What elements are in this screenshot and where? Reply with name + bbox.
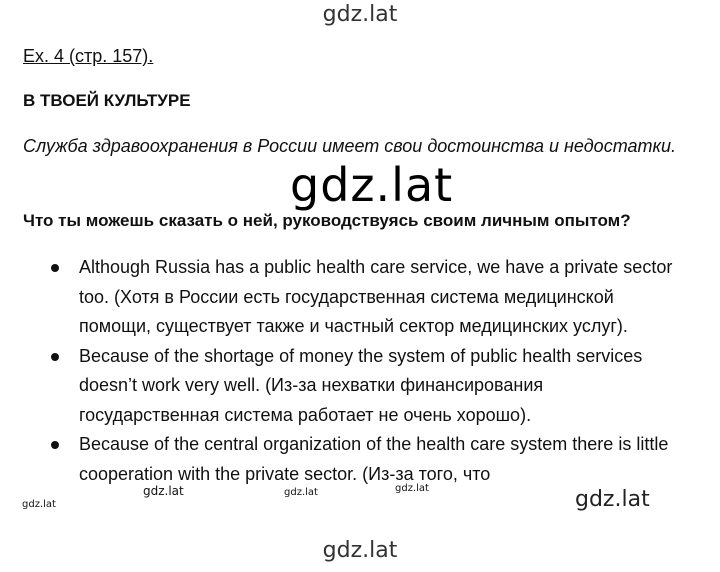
bullet-icon: [51, 353, 59, 361]
list-item-text: Because of the central organization of the health care system there is little cooperation with the private sector. (Из-за того, что: [79, 434, 669, 484]
intro-text: Служба здравоохранения в России имеет свои достоинства и недостатки.: [23, 136, 677, 156]
watermark-bottom: gdz.lat: [322, 538, 398, 563]
exercise-reference: Ex. 4 (стр. 157).: [23, 46, 154, 66]
list-item: [48, 342, 688, 431]
watermark-top: gdz.lat: [322, 2, 398, 27]
bullet-icon: [51, 264, 59, 272]
list-item-text: Because of the shortage of money the system of public health services doesn’t work very well. (Из-за нехватки финансирования государственная система работает не очень хорошо).: [79, 345, 643, 425]
watermark-center: gdz.lat: [290, 158, 454, 212]
section-heading: В ТВОЕЙ КУЛЬТУРЕ: [23, 91, 191, 110]
watermark-small-1: gdz.lat: [143, 484, 184, 498]
answer-list: [48, 253, 688, 489]
bullet-icon: [51, 441, 59, 449]
watermark-small-left: gdz.lat: [22, 499, 56, 510]
watermark-small-2: gdz.lat: [284, 487, 318, 498]
list-item-text: Although Russia has a public health care service, we have a private sector too. (Хотя в России есть государственная система медицинской помощи, существует также и частный сектор медицинских услуг).: [79, 257, 673, 336]
list-item: [48, 253, 688, 342]
list-item: [48, 430, 688, 489]
watermark-small-3: gdz.lat: [395, 483, 429, 494]
question-text: Что ты можешь сказать о ней, руководствуясь своим личным опытом?: [23, 211, 631, 230]
watermark-right: gdz.lat: [575, 487, 650, 512]
